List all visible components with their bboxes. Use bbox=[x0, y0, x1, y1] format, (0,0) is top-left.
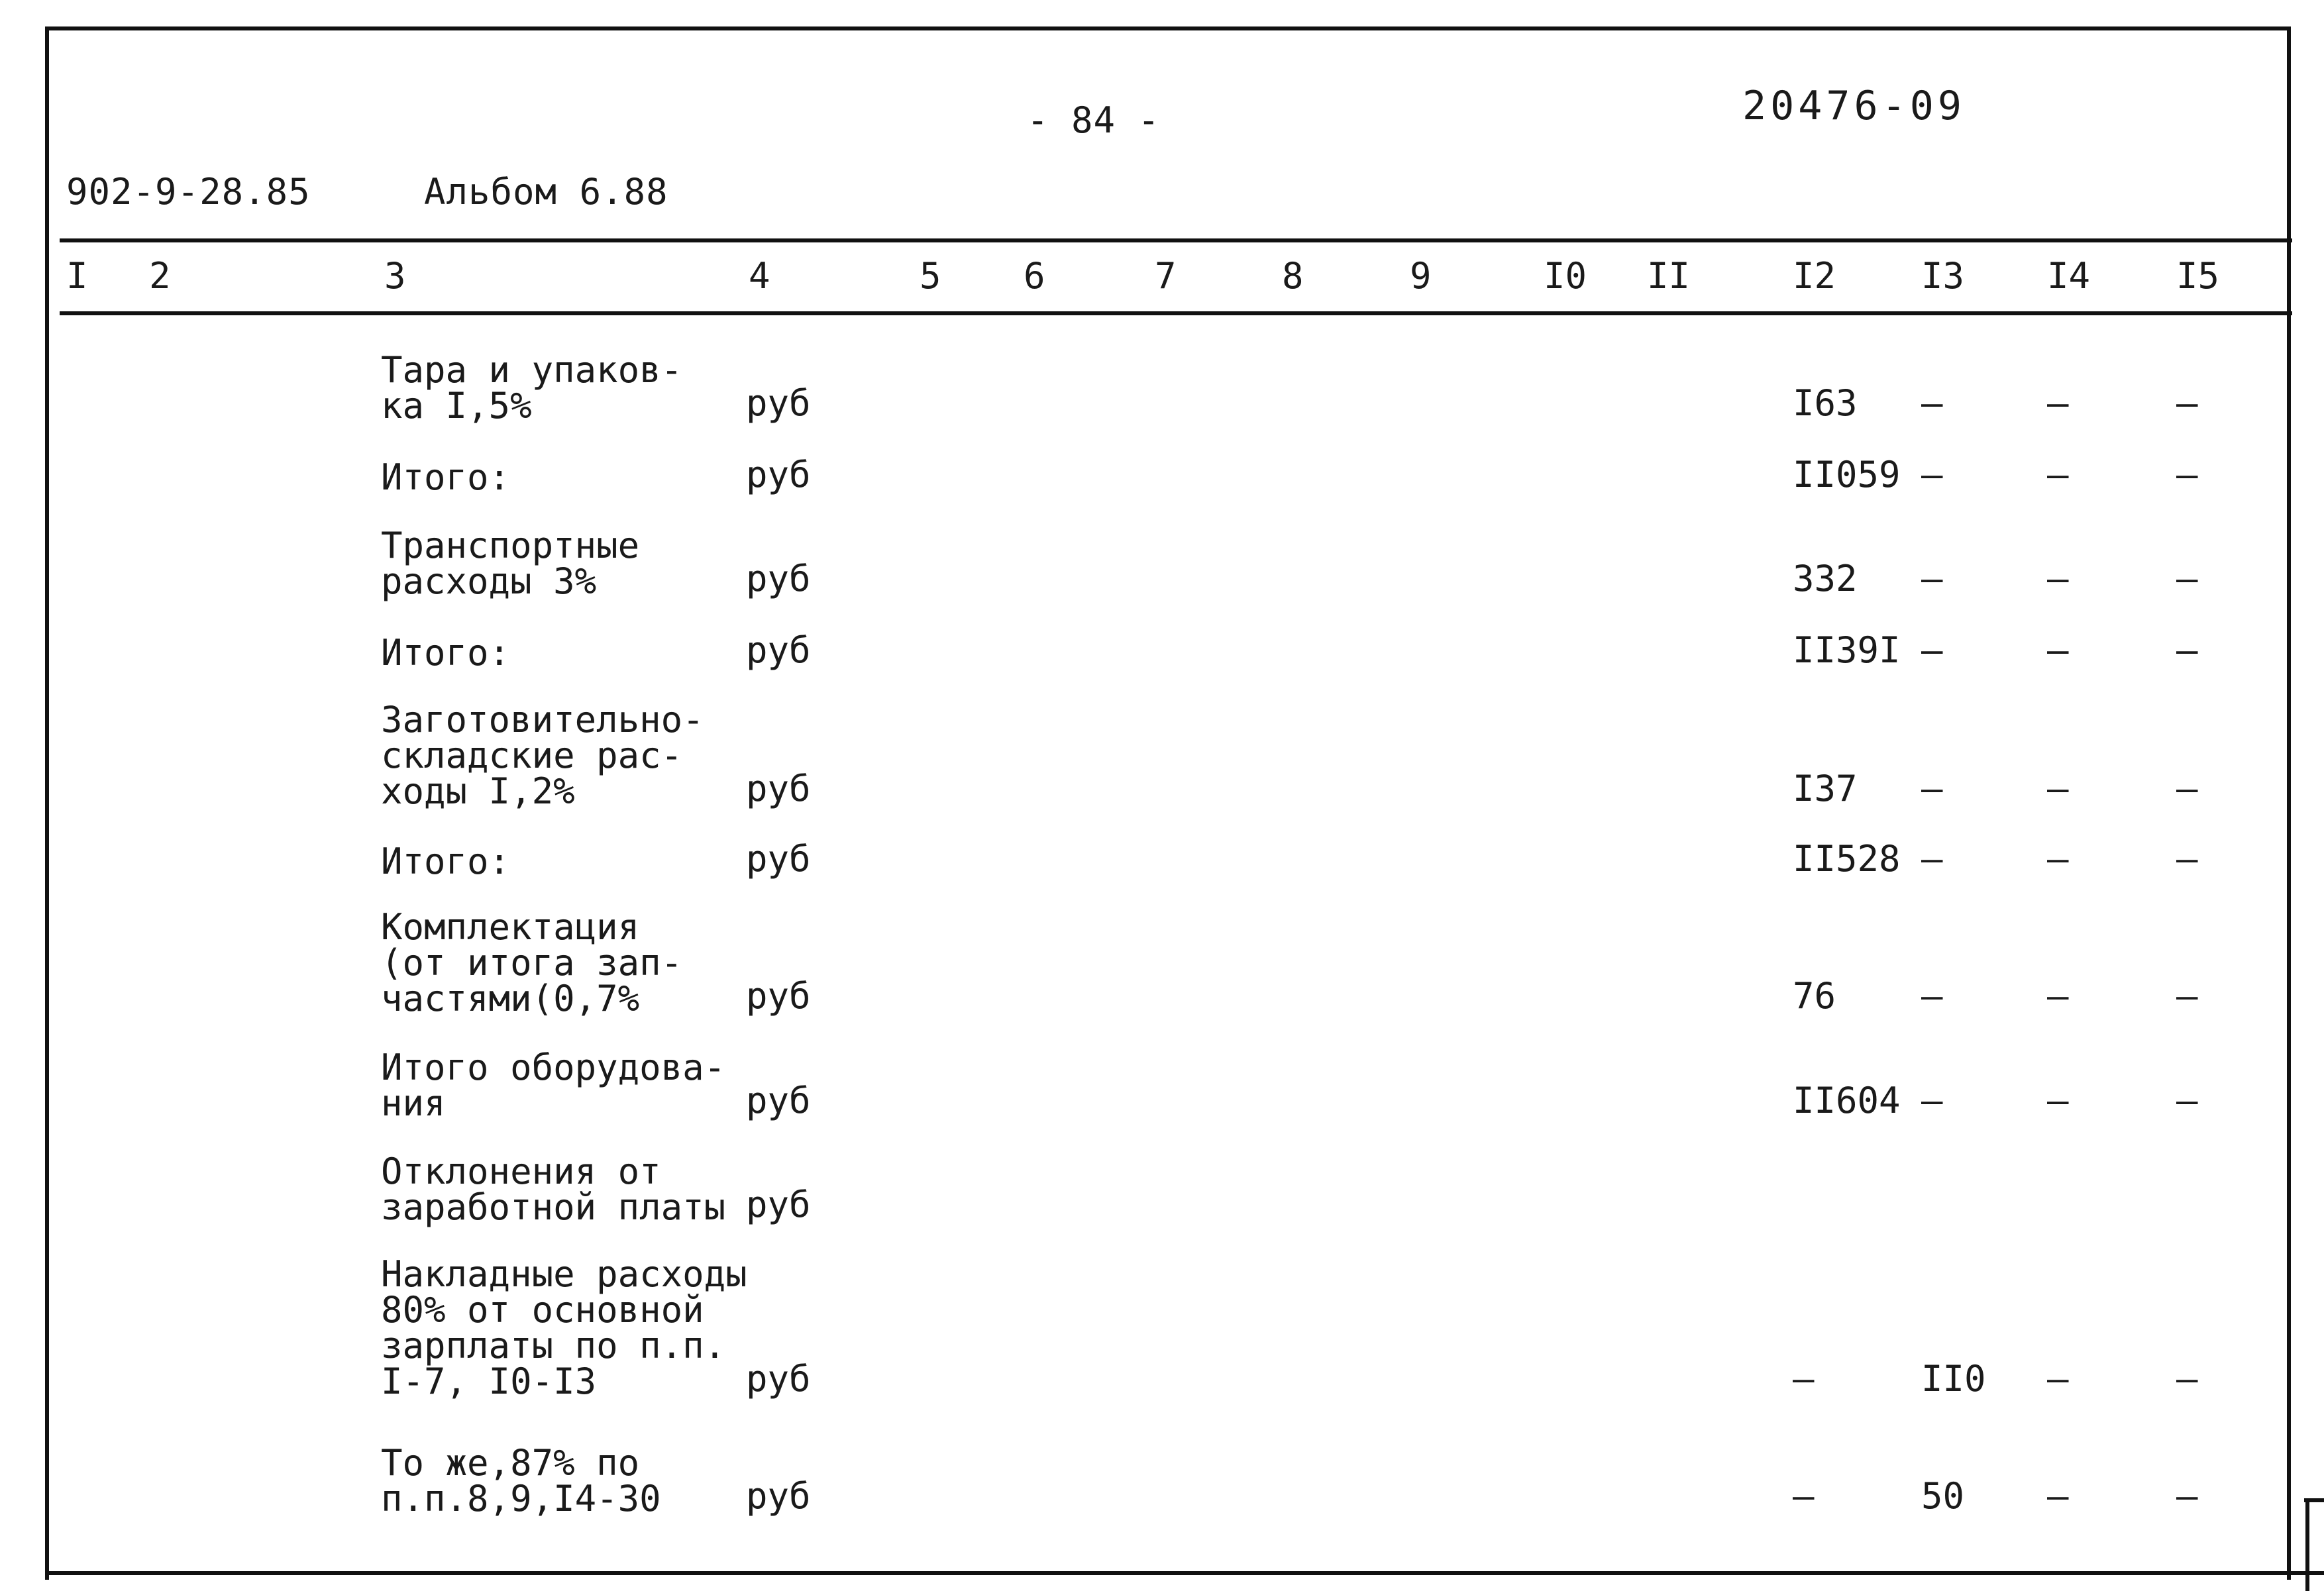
cell-col13: – bbox=[1921, 768, 1943, 809]
cell-col13: – bbox=[1921, 975, 1943, 1017]
cell-col12: II39I bbox=[1793, 629, 1901, 671]
cell-col15: – bbox=[2176, 975, 2198, 1017]
cell-col12: II059 bbox=[1793, 454, 1901, 495]
cell-col12: II604 bbox=[1793, 1080, 1901, 1121]
cell-col14: – bbox=[2047, 629, 2069, 671]
cell-col13: 50 bbox=[1921, 1475, 1965, 1517]
row-description: Отклонения от заработной платы bbox=[381, 1151, 726, 1228]
cell-col14: – bbox=[2047, 975, 2069, 1017]
cell-col12: 76 bbox=[1793, 975, 1836, 1017]
cell-col12: II528 bbox=[1793, 838, 1901, 880]
cell-col13: – bbox=[1921, 454, 1943, 495]
cell-col12: – bbox=[1793, 1358, 1815, 1400]
cell-col14: – bbox=[2047, 1358, 2069, 1400]
column-number-9: 9 bbox=[1410, 255, 1432, 297]
row-description: Итого: bbox=[381, 632, 511, 674]
cell-col15: – bbox=[2176, 629, 2198, 671]
row-unit: руб bbox=[746, 629, 811, 671]
cell-col14: – bbox=[2047, 838, 2069, 880]
row-unit: руб bbox=[746, 382, 811, 424]
cell-col13: – bbox=[1921, 629, 1943, 671]
series-code: 902-9-28.85 bbox=[66, 171, 311, 213]
row-description: Накладные расходы 80% от основной зарплаты по п.п. I-7, I0-I3 bbox=[381, 1253, 747, 1402]
row-description: Итого: bbox=[381, 456, 511, 498]
row-unit: руб bbox=[746, 768, 811, 809]
row-description: Итого оборудова- ния bbox=[381, 1047, 726, 1124]
row-unit: руб bbox=[746, 454, 811, 495]
cell-col15: – bbox=[2176, 382, 2198, 424]
frame-bottom-line bbox=[45, 1571, 2324, 1575]
row-unit: руб bbox=[746, 838, 811, 880]
column-number-14: I4 bbox=[2047, 255, 2091, 297]
row-description: Заготовительно- складские рас- ходы I,2% bbox=[381, 699, 704, 812]
row-description: Транспортные расходы 3% bbox=[381, 525, 640, 602]
cell-col12: I37 bbox=[1793, 768, 1858, 809]
row-description: Комплектация (от итога зап- частями(0,7% bbox=[381, 906, 683, 1019]
column-number-6: 6 bbox=[1024, 255, 1045, 297]
cell-col15: – bbox=[2176, 1080, 2198, 1121]
column-number-15: I5 bbox=[2176, 255, 2220, 297]
row-unit: руб bbox=[746, 1358, 811, 1400]
column-number-11: II bbox=[1647, 255, 1691, 297]
cell-col13: – bbox=[1921, 382, 1943, 424]
cell-col15: – bbox=[2176, 1358, 2198, 1400]
row-unit: руб bbox=[746, 1080, 811, 1121]
cell-col15: – bbox=[2176, 454, 2198, 495]
document-code: 20476-09 bbox=[1742, 83, 1966, 129]
cell-col13: II0 bbox=[1921, 1358, 1986, 1400]
cell-col15: – bbox=[2176, 558, 2198, 599]
cell-col14: – bbox=[2047, 454, 2069, 495]
cell-col15: – bbox=[2176, 838, 2198, 880]
column-number-2: 2 bbox=[149, 255, 171, 297]
column-number-12: I2 bbox=[1793, 255, 1836, 297]
row-unit: руб bbox=[746, 1184, 811, 1225]
cell-col15: – bbox=[2176, 1475, 2198, 1517]
column-number-7: 7 bbox=[1155, 255, 1177, 297]
column-number-1: I bbox=[66, 255, 88, 297]
row-unit: руб bbox=[746, 1475, 811, 1517]
cell-col15: – bbox=[2176, 768, 2198, 809]
row-unit: руб bbox=[746, 975, 811, 1017]
column-number-4: 4 bbox=[749, 255, 770, 297]
cell-col14: – bbox=[2047, 1475, 2069, 1517]
row-description: Итого: bbox=[381, 841, 511, 882]
row-description: То же,87% по п.п.8,9,I4-30 bbox=[381, 1442, 661, 1519]
cell-col13: – bbox=[1921, 838, 1943, 880]
cell-col12: – bbox=[1793, 1475, 1815, 1517]
cell-col12: 332 bbox=[1793, 558, 1858, 599]
cell-col14: – bbox=[2047, 382, 2069, 424]
column-number-5: 5 bbox=[920, 255, 941, 297]
cell-col13: – bbox=[1921, 558, 1943, 599]
page-number: - 84 - bbox=[1027, 99, 1161, 141]
row-description: Тара и упаков- ка I,5% bbox=[381, 349, 683, 427]
cell-col14: – bbox=[2047, 558, 2069, 599]
column-number-13: I3 bbox=[1921, 255, 1965, 297]
column-number-8: 8 bbox=[1282, 255, 1304, 297]
row-unit: руб bbox=[746, 558, 811, 599]
column-number-3: 3 bbox=[384, 255, 406, 297]
cell-col14: – bbox=[2047, 1080, 2069, 1121]
column-number-10: I0 bbox=[1544, 255, 1587, 297]
album-label: Альбом 6.88 bbox=[424, 171, 668, 213]
cell-col12: I63 bbox=[1793, 382, 1858, 424]
cell-col14: – bbox=[2047, 768, 2069, 809]
cell-col13: – bbox=[1921, 1080, 1943, 1121]
